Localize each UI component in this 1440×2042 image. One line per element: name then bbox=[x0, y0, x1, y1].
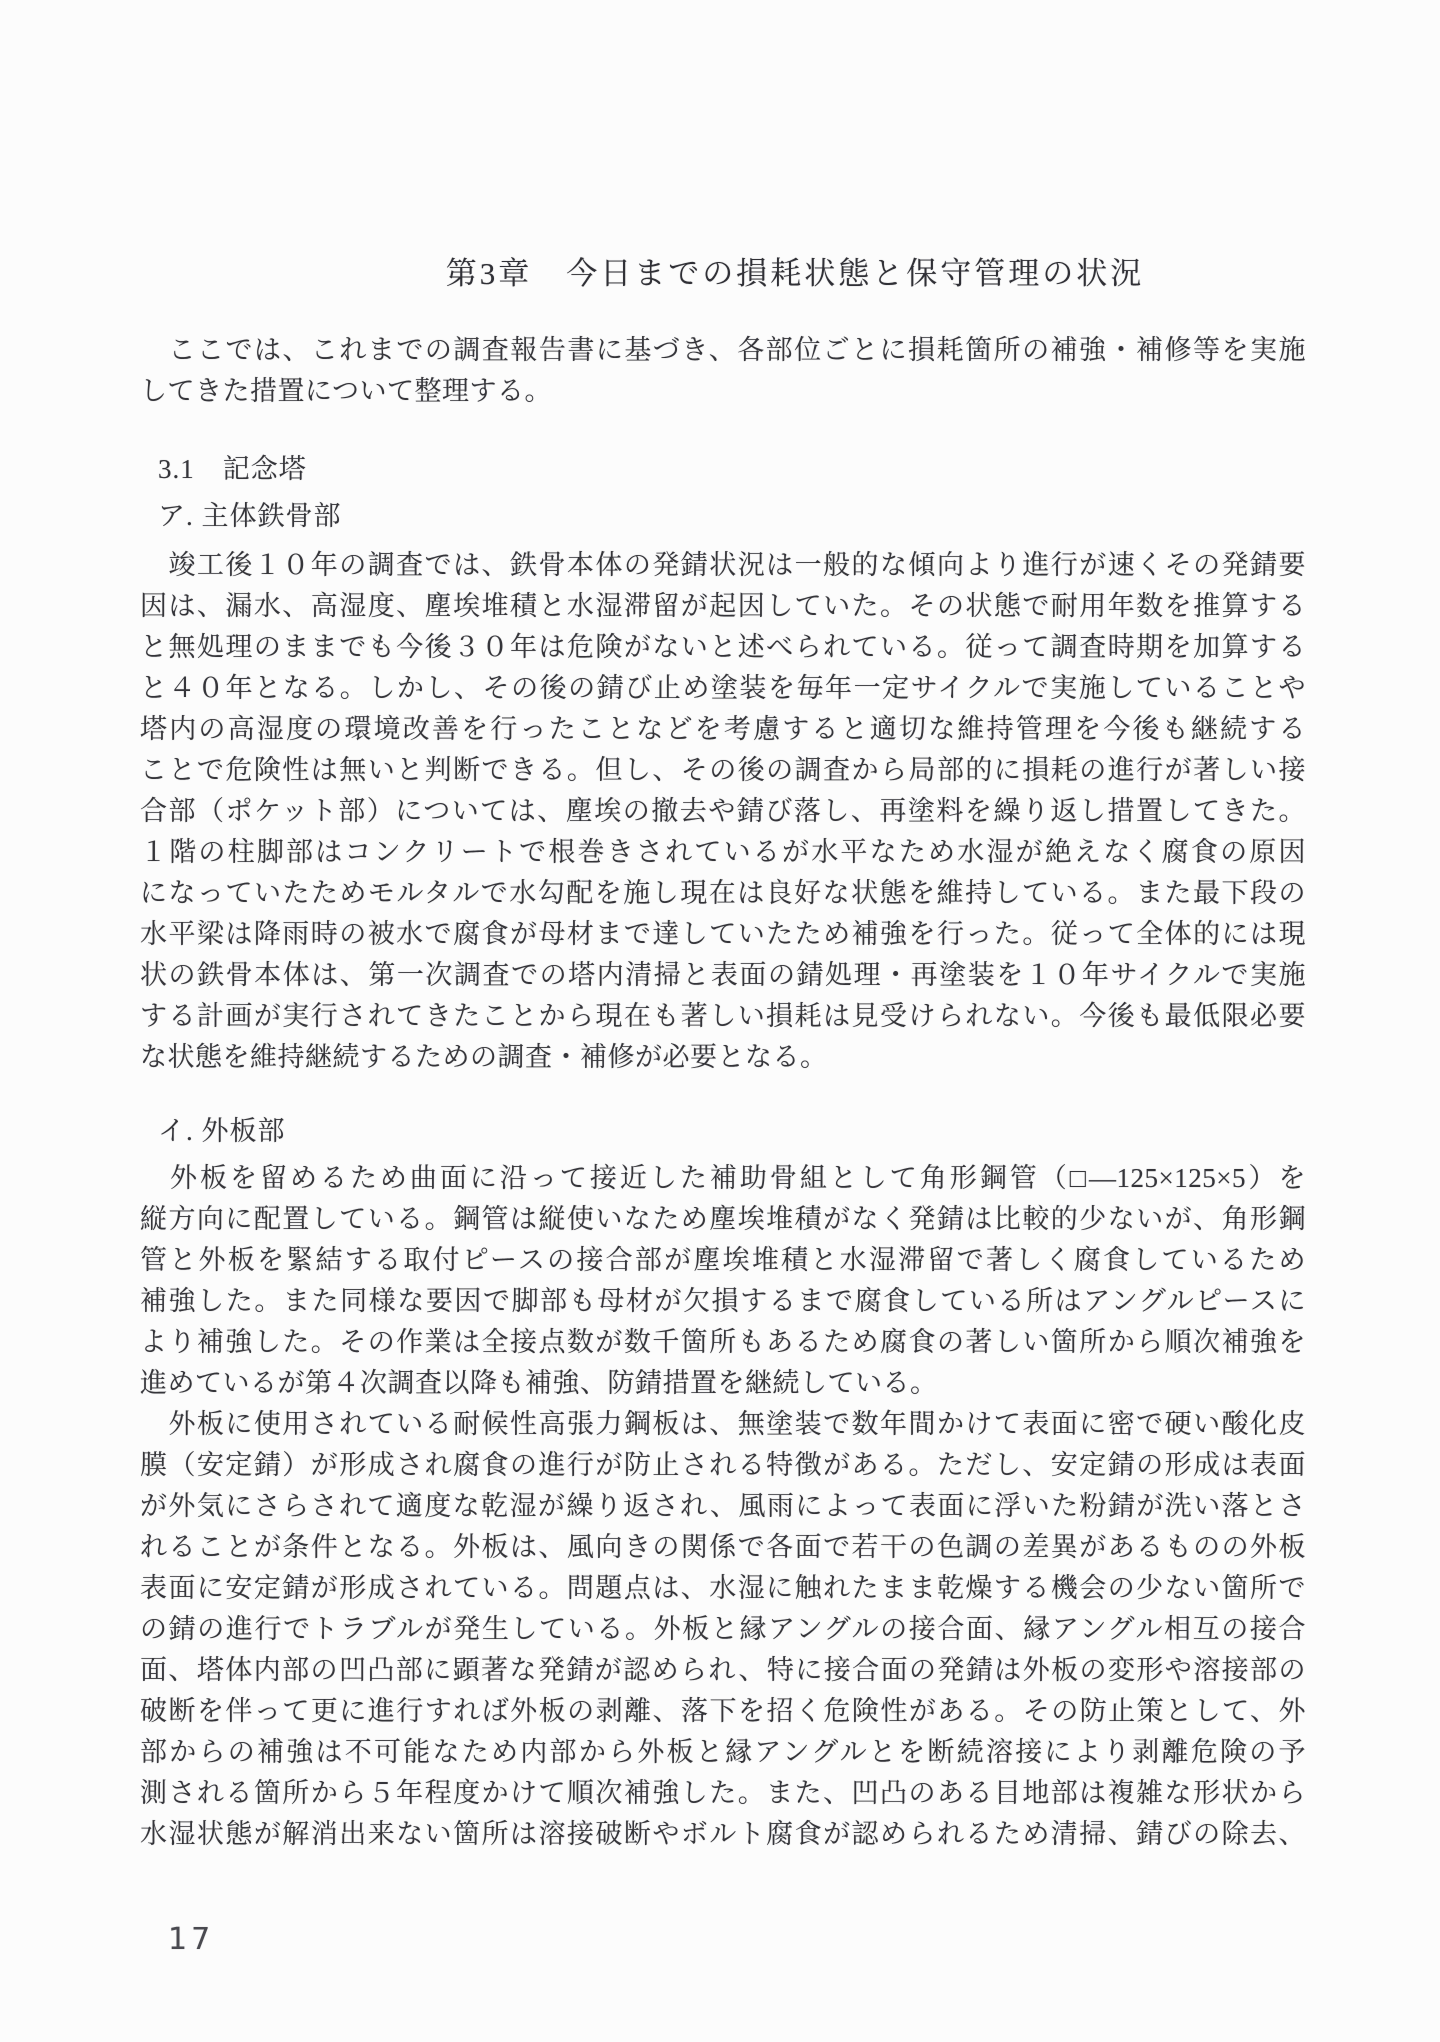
subsection-heading-i: イ. 外板部 bbox=[158, 1116, 286, 1146]
text-line: 合部（ポケット部）については、塵埃の撤去や錆び落し、再塗料を繰り返し措置してきた。 bbox=[140, 796, 1306, 826]
text-line: 表面に安定錆が形成されている。問題点は、水湿に触れたまま乾燥する機会の少ない箇所で bbox=[140, 1573, 1306, 1603]
text-line: と無処理のままでも今後３０年は危険がないと述べられている。従って調査時期を加算する bbox=[140, 632, 1306, 662]
text-line: してきた措置について整理する。 bbox=[140, 376, 552, 406]
text-line: 水平梁は降雨時の被水で腐食が母材まで達していたため補強を行った。従って全体的には現 bbox=[140, 919, 1306, 949]
text-line: 因は、漏水、高湿度、塵埃堆積と水湿滞留が起因していた。その状態で耐用年数を推算する bbox=[140, 591, 1306, 621]
text-line: より補強した。その作業は全接点数が数千箇所もあるため腐食の著しい箇所から順次補強を bbox=[140, 1327, 1306, 1357]
text-line: 外板に使用されている耐候性高張力鋼板は、無塗装で数年間かけて表面に密で硬い酸化皮 bbox=[140, 1409, 1306, 1439]
text-line: と４０年となる。しかし、その後の錆び止め塗装を毎年一定サイクルで実施していることや bbox=[140, 673, 1306, 703]
text-line: 外板を留めるため曲面に沿って接近した補助骨組として角形鋼管（□―125×125×5）を bbox=[140, 1163, 1306, 1193]
chapter-title: 第3章 今日までの損耗状態と保守管理の状況 bbox=[445, 256, 1145, 291]
text-line: 状の鉄骨本体は、第一次調査での塔内清掃と表面の錆処理・再塗装を１０年サイクルで実施 bbox=[140, 960, 1306, 990]
intro-paragraph bbox=[140, 330, 1306, 412]
text-line: 水湿状態が解消出来ない箇所は溶接破断やボルト腐食が認められるため清掃、錆びの除去、 bbox=[140, 1819, 1306, 1849]
text-line: 竣工後１０年の調査では、鉄骨本体の発錆状況は一般的な傾向より進行が速くその発錆要 bbox=[140, 550, 1306, 580]
subsection-heading-a: ア. 主体鉄骨部 bbox=[158, 501, 342, 531]
text-line: 部からの補強は不可能なため内部から外板と縁アングルとを断続溶接により剥離危険の予 bbox=[140, 1737, 1306, 1767]
text-line: する計画が実行されてきたことから現在も著しい損耗は見受けられない。今後も最低限必要 bbox=[140, 1001, 1306, 1031]
paragraph-main-steel-frame bbox=[140, 545, 1306, 1078]
text-line: 測される箇所から５年程度かけて順次補強した。また、凹凸のある目地部は複雑な形状から bbox=[140, 1778, 1306, 1808]
text-line: 縦方向に配置している。鋼管は縦使いなため塵埃堆積がなく発錆は比較的少ないが、角形鋼 bbox=[140, 1204, 1306, 1234]
text-line: な状態を維持継続するための調査・補修が必要となる。 bbox=[140, 1042, 828, 1072]
text-line: れることが条件となる。外板は、風向きの関係で各面で若干の色調の差異があるものの外板 bbox=[140, 1532, 1306, 1562]
text-line: 進めているが第４次調査以降も補強、防錆措置を継続している。 bbox=[140, 1368, 938, 1398]
text-line: が外気にさらされて適度な乾湿が繰り返され、風雨によって表面に浮いた粉錆が洗い落とさ bbox=[140, 1491, 1306, 1521]
text-line: 塔内の高湿度の環境改善を行ったことなどを考慮すると適切な維持管理を今後も継続する bbox=[140, 714, 1306, 744]
text-line: ことで危険性は無いと判断できる。但し、その後の調査から局部的に損耗の進行が著しい接 bbox=[140, 755, 1306, 785]
section-heading-3-1: 3.1 記念塔 bbox=[158, 454, 307, 484]
text-line: 管と外板を緊結する取付ピースの接合部が塵埃堆積と水湿滞留で著しく腐食しているため bbox=[140, 1245, 1306, 1275]
text-line: １階の柱脚部はコンクリートで根巻きされているが水平なため水湿が絶えなく腐食の原因 bbox=[140, 837, 1306, 867]
text-line: になっていたためモルタルで水勾配を施し現在は良好な状態を維持している。また最下段の bbox=[140, 878, 1306, 908]
text-line: 面、塔体内部の凹凸部に顕著な発錆が認められ、特に接合面の発錆は外板の変形や溶接部の bbox=[140, 1655, 1306, 1685]
text-line: の錆の進行でトラブルが発生している。外板と縁アングルの接合面、縁アングル相互の接合 bbox=[140, 1614, 1306, 1644]
text-line: 補強した。また同様な要因で脚部も母材が欠損するまで腐食している所はアングルピースに bbox=[140, 1286, 1306, 1316]
paragraph-outer-panel bbox=[140, 1158, 1306, 1855]
text-line: 膜（安定錆）が形成され腐食の進行が防止される特徴がある。ただし、安定錆の形成は表面 bbox=[140, 1450, 1306, 1480]
text-line: 破断を伴って更に進行すれば外板の剥離、落下を招く危険性がある。その防止策として、外 bbox=[140, 1696, 1306, 1726]
page-number: 17 bbox=[168, 1922, 215, 1957]
text-line: ここでは、これまでの調査報告書に基づき、各部位ごとに損耗箇所の補強・補修等を実施 bbox=[140, 335, 1306, 365]
